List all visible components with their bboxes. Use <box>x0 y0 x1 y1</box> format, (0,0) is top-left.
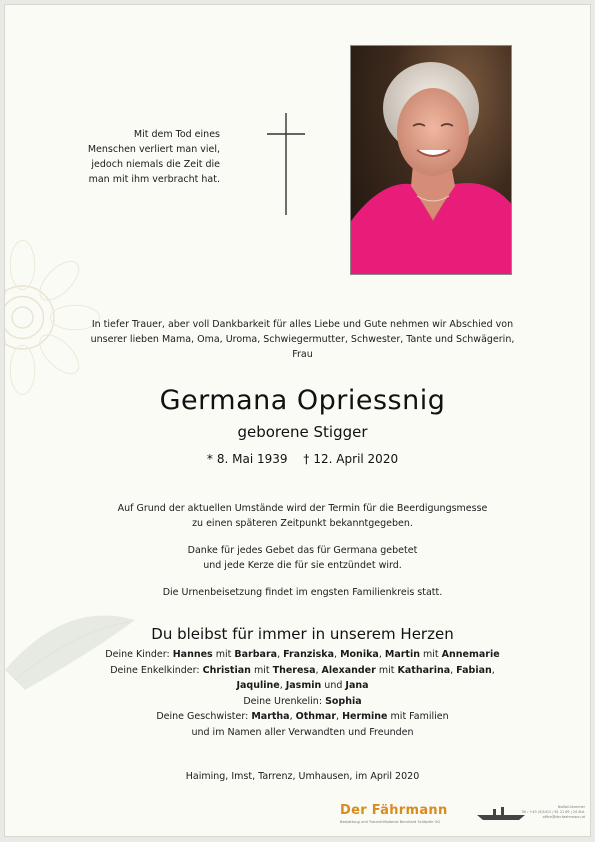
intro-line: In tiefer Trauer, aber voll Dankbarkeit für alles Liebe und Gute nehmen wir Abschied von <box>91 319 514 330</box>
intro-line: unserer lieben Mama, Oma, Uroma, Schwiegermutter, Schwester, Tante und Schwägerin, <box>90 334 515 345</box>
death-date <box>303 452 398 466</box>
grandchild-name: Fabian <box>456 664 492 676</box>
partner-sep: mit <box>215 649 232 660</box>
intro-text <box>77 317 528 362</box>
partner-name: Theresa <box>272 664 316 676</box>
obituary-card <box>4 4 591 837</box>
birth-date-value: 8. Mai 1939 <box>216 452 288 466</box>
funeral-home-logo: Der Fährmann <box>340 803 448 818</box>
funeral-line: zu einen späteren Zeitpunkt bekanntgegeben. <box>192 518 413 529</box>
partner-sep: mit <box>378 664 395 676</box>
great-grandchild-label: Deine Urenkelin: <box>243 695 323 707</box>
grandchild-name: Jaquline <box>236 680 280 691</box>
family-list <box>5 647 591 740</box>
birth-date <box>207 452 288 466</box>
siblings-label: Deine Geschwister: <box>156 711 249 722</box>
partner-name: Barbara <box>234 649 278 660</box>
place-date: Haiming, Imst, Tarrenz, Umhausen, im April 2020 <box>185 771 420 782</box>
quote-line: Menschen verliert man viel, <box>87 144 220 155</box>
great-grandchild-name: Sophia <box>325 695 362 707</box>
birth-symbol: * <box>206 452 213 466</box>
urn-notice <box>5 585 591 600</box>
quote-line: Mit dem Tod eines <box>133 129 220 140</box>
sibling-name: Martha <box>251 711 290 722</box>
urn-line: Die Urnenbeisetzung findet im engsten Familienkreis statt. <box>162 587 443 598</box>
maiden-name: geborene Stigger <box>237 423 368 441</box>
sibling-name: Hermine <box>342 711 388 722</box>
grandchild-name: Jana <box>345 680 369 691</box>
cross-icon <box>267 113 305 215</box>
partner-name: Katharina <box>397 664 451 676</box>
thanks-line: und jede Kerze die für sie entzündet wird. <box>203 560 402 571</box>
intro-line: Frau <box>292 349 313 360</box>
deceased-name: Germana Opriessnig <box>159 385 446 416</box>
partner-sep: mit <box>253 664 270 676</box>
portrait-photo <box>350 45 512 275</box>
death-date-value: 12. April 2020 <box>313 452 399 466</box>
and-word: und <box>324 680 343 691</box>
funeral-home-contact <box>515 805 585 820</box>
grandchildren-line-2: Jaquline, Jasmin und Jana <box>236 680 369 691</box>
children-label: Deine Kinder: <box>105 649 170 660</box>
sibling-name: Othmar <box>295 711 337 722</box>
children-line: Deine Kinder: Hannes mit Barbara, Franziska, Monika, Martin mit Annemarie <box>105 649 500 660</box>
closing-line: und im Namen aller Verwandten und Freunden <box>191 726 414 738</box>
funeral-home-subtitle: Bestattung und Trauerhilfsdienst Bernhard Schöpfer OG <box>340 820 441 824</box>
great-grandchild-line <box>5 694 591 710</box>
memorial-quote <box>65 127 220 187</box>
quote-line: jedoch niemals die Zeit die <box>91 159 220 170</box>
siblings-suffix: mit Familien <box>390 711 449 722</box>
contact-line: Notfall-Nummer <box>557 805 585 809</box>
quote-line: man mit ihm verbracht hat. <box>88 174 220 185</box>
grandchild-name: Jasmin <box>285 680 322 691</box>
grandchild-name: Christian <box>202 664 251 676</box>
child-name: Franziska <box>283 649 335 660</box>
partner-name: Annemarie <box>441 649 500 660</box>
thanks-notice <box>5 543 591 573</box>
siblings-line: Deine Geschwister: Martha, Othmar, Hermine mit Familien <box>156 711 449 722</box>
memorial-headline: Du bleibst für immer in unserem Herzen <box>151 625 454 643</box>
grandchildren-label: Deine Enkelkinder: <box>110 664 200 676</box>
thanks-line: Danke für jedes Gebet das für Germana gebetet <box>187 545 418 556</box>
contact-line: Tel.: +43 (0)5412 / 61 21 69 | 24 Std. <box>521 810 585 814</box>
child-name: Hannes <box>172 649 213 660</box>
contact-line: office@der-faehrmann.at <box>542 815 585 819</box>
death-symbol: † <box>303 452 310 466</box>
child-name: Martin <box>384 649 420 660</box>
grandchild-name: Alexander <box>321 664 376 676</box>
funeral-notice <box>5 501 591 531</box>
grandchildren-line-1: Deine Enkelkinder: Christian mit Theresa, Alexander mit Katharina, Fabian, <box>110 664 495 676</box>
child-name: Monika <box>340 649 379 660</box>
funeral-line: Auf Grund der aktuellen Umstände wird der Termin für die Beerdigungsmesse <box>117 503 488 514</box>
partner-sep: mit <box>423 649 439 660</box>
life-dates <box>5 452 591 466</box>
